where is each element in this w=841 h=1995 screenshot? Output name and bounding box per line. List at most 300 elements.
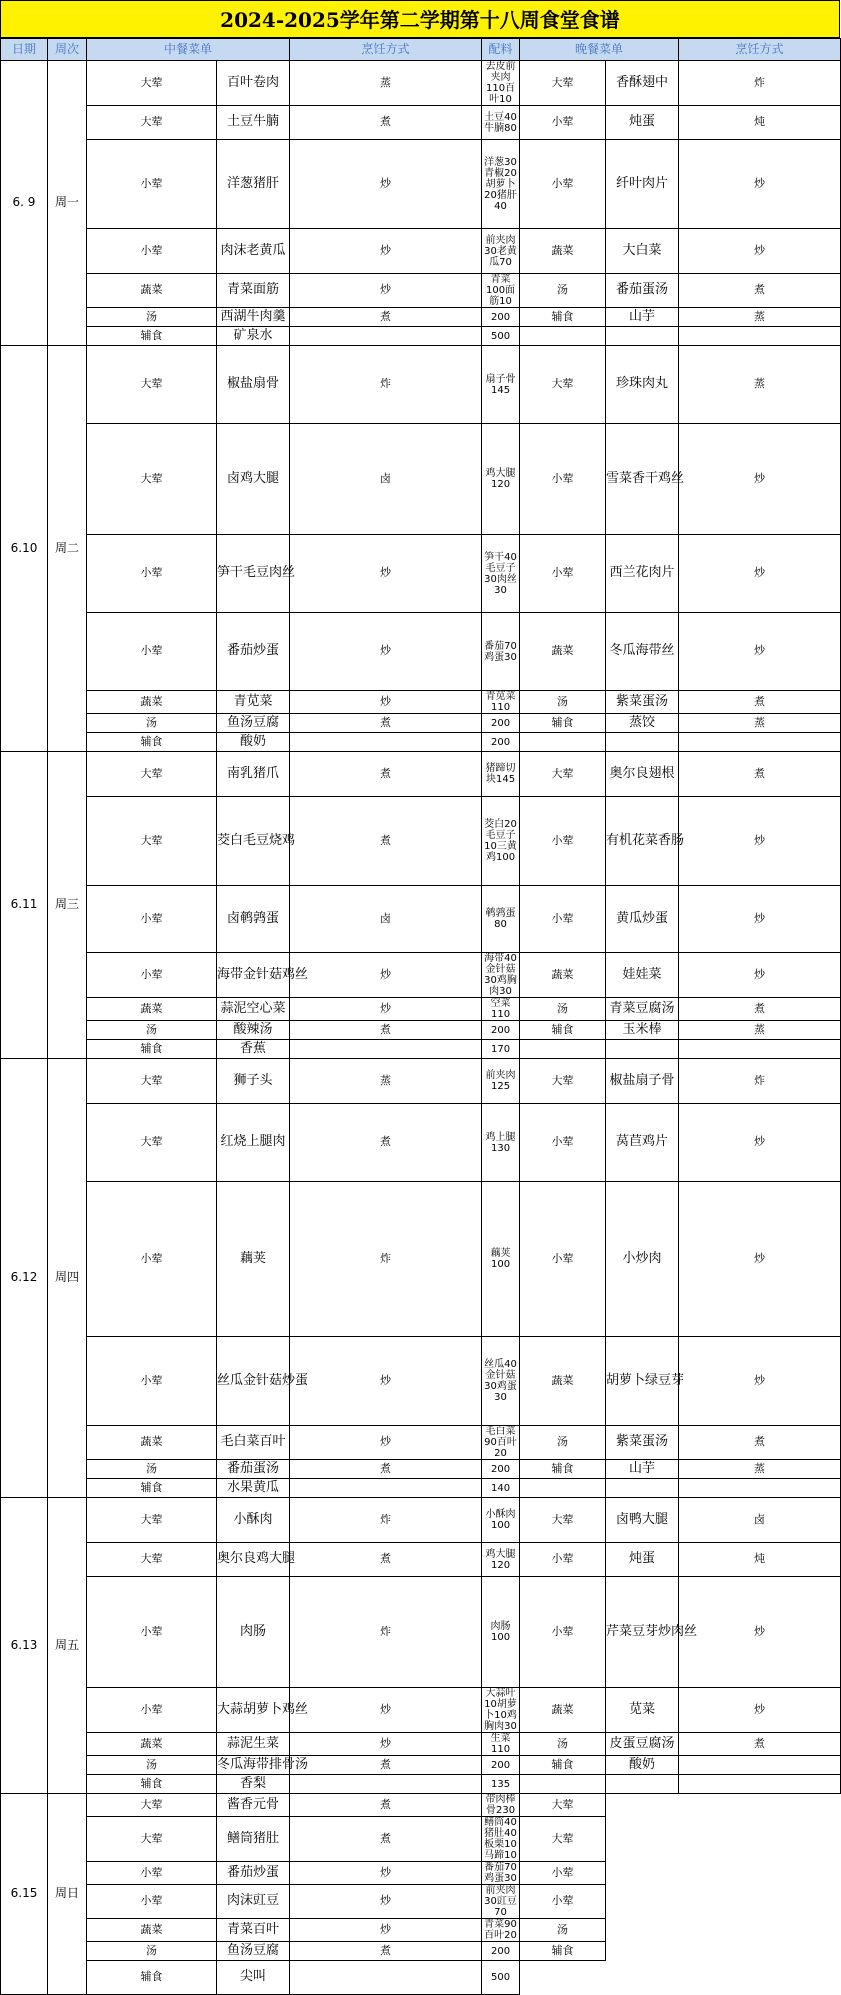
dinner-method: 煮 (679, 752, 841, 797)
menu-table (0, 38, 841, 1995)
lunch-method: 炒 (290, 998, 482, 1021)
dinner-dish: 番茄蛋汤 (606, 274, 679, 308)
dinner-method: 炒 (679, 797, 841, 886)
lunch-dish: 鳝筒猪肚 (217, 1817, 290, 1862)
dinner-dish: 卤鸭大腿 (606, 1498, 679, 1543)
dinner-dish: 紫菜蛋汤 (606, 691, 679, 714)
dinner-dish: 冬瓜海带丝 (606, 613, 679, 691)
dinner-dish: 酸奶 (606, 1756, 679, 1775)
lunch-method: 炸 (290, 1498, 482, 1543)
lunch-dish: 酸辣汤 (217, 1021, 290, 1040)
lunch-category: 蔬菜 (87, 998, 217, 1021)
lunch-dish: 西湖牛肉羹 (217, 308, 290, 327)
lunch-category: 蔬菜 (87, 1733, 217, 1756)
dinner-method: 蒸 (679, 1021, 841, 1040)
lunch-dish: 蒜泥生菜 (217, 1733, 290, 1756)
lunch-ingredients: 带肉棒骨230 (482, 1794, 520, 1817)
lunch-category: 辅食 (87, 733, 217, 752)
menu-row (1, 797, 841, 886)
dinner-dish: 奥尔良翅根 (606, 752, 679, 797)
lunch-dish: 椒盐扇骨 (217, 346, 290, 424)
lunch-category: 小荤 (87, 1862, 217, 1885)
dinner-method: 卤 (679, 1498, 841, 1543)
lunch-category: 小荤 (87, 1337, 217, 1426)
dinner-dish: 椒盐扇子骨 (606, 1059, 679, 1104)
lunch-ingredients: 海带40金针菇30鸡胸肉30 (482, 953, 520, 998)
dinner-category: 辅食 (520, 1756, 606, 1775)
lunch-ingredients: 去皮前夹肉110百叶10 (482, 61, 520, 106)
dinner-category (520, 1775, 606, 1794)
lunch-method (290, 1040, 482, 1059)
week-cell: 周三 (48, 752, 87, 1059)
lunch-method: 炒 (290, 1337, 482, 1426)
dinner-category: 汤 (520, 1426, 606, 1460)
dinner-category: 大荤 (520, 1059, 606, 1104)
dinner-method: 煮 (679, 691, 841, 714)
dinner-method: 蒸 (679, 346, 841, 424)
dinner-category (520, 733, 606, 752)
lunch-method: 炒 (290, 1862, 482, 1885)
blank-cell (606, 1942, 841, 1961)
lunch-method: 煮 (290, 1756, 482, 1775)
dinner-category (520, 327, 606, 346)
lunch-dish: 海带金针菇鸡丝 (217, 953, 290, 998)
blank-cell (606, 1794, 841, 1817)
lunch-ingredients: 鸡大腿120 (482, 424, 520, 535)
lunch-method (290, 1961, 482, 1995)
lunch-category: 辅食 (87, 1479, 217, 1498)
lunch-ingredients: 洋葱30青椒20胡萝卜20猪肝40 (482, 140, 520, 229)
lunch-dish: 笋干毛豆肉丝 (217, 535, 290, 613)
menu-row (1, 1182, 841, 1337)
dinner-category: 小荤 (520, 106, 606, 140)
dinner-category: 小荤 (520, 886, 606, 953)
lunch-method: 煮 (290, 752, 482, 797)
lunch-method: 煮 (290, 1942, 482, 1961)
dinner-method: 炒 (679, 953, 841, 998)
week-cell: 周二 (48, 346, 87, 752)
lunch-dish: 狮子头 (217, 1059, 290, 1104)
menu-row (1, 274, 841, 308)
dinner-category: 大荤 (520, 1794, 606, 1817)
week-cell: 周五 (48, 1498, 87, 1794)
dinner-method: 煮 (679, 274, 841, 308)
menu-row (1, 106, 841, 140)
lunch-method: 卤 (290, 886, 482, 953)
lunch-category: 辅食 (87, 1040, 217, 1059)
lunch-category: 小荤 (87, 1885, 217, 1919)
lunch-method: 煮 (290, 1817, 482, 1862)
dinner-category: 辅食 (520, 1942, 606, 1961)
lunch-dish: 丝瓜金针菇炒蛋 (217, 1337, 290, 1426)
lunch-category: 大荤 (87, 797, 217, 886)
lunch-ingredients: 毛白菜90百叶20 (482, 1426, 520, 1460)
menu-row (1, 1961, 841, 1995)
dinner-method: 炒 (679, 1337, 841, 1426)
lunch-method: 煮 (290, 1794, 482, 1817)
menu-row (1, 535, 841, 613)
dinner-category: 辅食 (520, 714, 606, 733)
lunch-dish: 小酥肉 (217, 1498, 290, 1543)
dinner-method: 炒 (679, 1688, 841, 1733)
lunch-ingredients: 猪蹄切块145 (482, 752, 520, 797)
dinner-category: 汤 (520, 998, 606, 1021)
lunch-dish: 红烧上腿肉 (217, 1104, 290, 1182)
lunch-ingredients: 200 (482, 1021, 520, 1040)
lunch-ingredients: 丝瓜40金针菇30鸡蛋30 (482, 1337, 520, 1426)
dinner-dish: 莴苣鸡片 (606, 1104, 679, 1182)
lunch-category: 小荤 (87, 1577, 217, 1688)
lunch-dish: 鱼汤豆腐 (217, 714, 290, 733)
menu-row (1, 1104, 841, 1182)
blank-cell (606, 1862, 841, 1885)
lunch-method: 煮 (290, 1543, 482, 1577)
menu-row (1, 1543, 841, 1577)
lunch-ingredients: 200 (482, 733, 520, 752)
lunch-dish: 酱香元骨 (217, 1794, 290, 1817)
header-lunch-ingredients: 配料 (482, 39, 520, 61)
lunch-category: 汤 (87, 1021, 217, 1040)
lunch-ingredients: 鸡大腿120 (482, 1543, 520, 1577)
lunch-category: 大荤 (87, 106, 217, 140)
lunch-method: 炒 (290, 1733, 482, 1756)
lunch-dish: 鱼汤豆腐 (217, 1942, 290, 1961)
menu-row (1, 953, 841, 998)
lunch-method (290, 1775, 482, 1794)
lunch-dish: 卤鹌鹑蛋 (217, 886, 290, 953)
lunch-method: 炒 (290, 274, 482, 308)
lunch-category: 汤 (87, 1756, 217, 1775)
lunch-dish: 冬瓜海带排骨汤 (217, 1756, 290, 1775)
lunch-method: 炒 (290, 953, 482, 998)
lunch-category: 大荤 (87, 1817, 217, 1862)
date-cell: 6.10 (1, 346, 48, 752)
menu-row (1, 346, 841, 424)
lunch-method: 卤 (290, 424, 482, 535)
dinner-method (679, 1040, 841, 1059)
dinner-category (520, 1479, 606, 1498)
lunch-category: 辅食 (87, 1961, 217, 1995)
lunch-dish: 青菜面筋 (217, 274, 290, 308)
lunch-method: 煮 (290, 1104, 482, 1182)
lunch-dish: 肉沫老黄瓜 (217, 229, 290, 274)
dinner-dish: 有机花菜香肠 (606, 797, 679, 886)
dinner-method (679, 1479, 841, 1498)
dinner-dish: 炖蛋 (606, 1543, 679, 1577)
menu-row (1, 1919, 841, 1942)
dinner-category: 小荤 (520, 140, 606, 229)
lunch-method (290, 733, 482, 752)
lunch-category: 大荤 (87, 346, 217, 424)
menu-row (1, 1498, 841, 1543)
dinner-method (679, 1756, 841, 1775)
menu-row (1, 1942, 841, 1961)
dinner-dish: 炖蛋 (606, 106, 679, 140)
menu-row (1, 714, 841, 733)
lunch-ingredients: 200 (482, 1942, 520, 1961)
menu-row (1, 140, 841, 229)
lunch-ingredients: 170 (482, 1040, 520, 1059)
dinner-dish: 蒸饺 (606, 714, 679, 733)
lunch-category: 大荤 (87, 1794, 217, 1817)
header-row (1, 39, 841, 61)
dinner-category: 大荤 (520, 1498, 606, 1543)
dinner-method: 炒 (679, 140, 841, 229)
lunch-ingredients: 200 (482, 1460, 520, 1479)
dinner-category (520, 1961, 606, 1995)
lunch-category: 汤 (87, 1942, 217, 1961)
dinner-category: 小荤 (520, 1182, 606, 1337)
menu-row (1, 1460, 841, 1479)
lunch-dish: 酸奶 (217, 733, 290, 752)
date-cell: 6.12 (1, 1059, 48, 1498)
dinner-method: 蒸 (679, 308, 841, 327)
dinner-dish: 黄瓜炒蛋 (606, 886, 679, 953)
lunch-dish: 蒜泥空心菜 (217, 998, 290, 1021)
lunch-ingredients: 鹌鹑蛋80 (482, 886, 520, 953)
dinner-category: 蔬菜 (520, 1688, 606, 1733)
dinner-category: 辅食 (520, 1460, 606, 1479)
lunch-ingredients: 笋干40毛豆子30肉丝30 (482, 535, 520, 613)
dinner-method: 煮 (679, 1426, 841, 1460)
lunch-dish: 番茄蛋汤 (217, 1460, 290, 1479)
dinner-method: 炖 (679, 1543, 841, 1577)
lunch-ingredients: 500 (482, 327, 520, 346)
lunch-dish: 土豆牛腩 (217, 106, 290, 140)
lunch-dish: 大蒜胡萝卜鸡丝 (217, 1688, 290, 1733)
lunch-method: 炒 (290, 140, 482, 229)
lunch-ingredients: 140 (482, 1479, 520, 1498)
lunch-method: 炒 (290, 229, 482, 274)
lunch-category: 小荤 (87, 140, 217, 229)
lunch-ingredients: 肉肠100 (482, 1577, 520, 1688)
lunch-ingredients: 青苋菜110 (482, 691, 520, 714)
header-dinner-method: 烹饪方式 (679, 39, 841, 61)
header-date: 日期 (1, 39, 48, 61)
dinner-category: 蔬菜 (520, 229, 606, 274)
lunch-dish: 香梨 (217, 1775, 290, 1794)
lunch-ingredients: 前夹肉30老黄瓜70 (482, 229, 520, 274)
dinner-dish: 皮蛋豆腐汤 (606, 1733, 679, 1756)
lunch-dish: 尖叫 (217, 1961, 290, 1995)
lunch-dish: 番茄炒蛋 (217, 1862, 290, 1885)
lunch-method (290, 327, 482, 346)
dinner-method: 炒 (679, 613, 841, 691)
lunch-method: 煮 (290, 797, 482, 886)
dinner-dish (606, 327, 679, 346)
menu-row (1, 1021, 841, 1040)
lunch-category: 大荤 (87, 752, 217, 797)
dinner-category: 汤 (520, 1919, 606, 1942)
dinner-method: 炖 (679, 106, 841, 140)
lunch-dish: 水果黄瓜 (217, 1479, 290, 1498)
lunch-method: 炸 (290, 1182, 482, 1337)
menu-row (1, 1688, 841, 1733)
dinner-category: 辅食 (520, 308, 606, 327)
lunch-category: 汤 (87, 308, 217, 327)
lunch-method: 蒸 (290, 61, 482, 106)
lunch-method: 炒 (290, 1885, 482, 1919)
menu-row (1, 1577, 841, 1688)
lunch-ingredients: 200 (482, 714, 520, 733)
menu-row (1, 1794, 841, 1817)
lunch-ingredients: 前夹肉30豇豆70 (482, 1885, 520, 1919)
menu-row (1, 886, 841, 953)
dinner-category: 蔬菜 (520, 1337, 606, 1426)
menu-row (1, 424, 841, 535)
lunch-dish: 奥尔良鸡大腿 (217, 1543, 290, 1577)
lunch-method: 炒 (290, 1919, 482, 1942)
lunch-category: 大荤 (87, 1104, 217, 1182)
dinner-method: 炒 (679, 1577, 841, 1688)
menu-row (1, 229, 841, 274)
menu-row (1, 327, 841, 346)
dinner-method: 蒸 (679, 714, 841, 733)
lunch-method: 蒸 (290, 1059, 482, 1104)
dinner-category: 小荤 (520, 1577, 606, 1688)
lunch-dish: 藕荚 (217, 1182, 290, 1337)
lunch-ingredients: 500 (482, 1961, 520, 1995)
lunch-category: 小荤 (87, 535, 217, 613)
dinner-dish: 雪菜香干鸡丝 (606, 424, 679, 535)
lunch-category: 蔬菜 (87, 1919, 217, 1942)
dinner-category: 小荤 (520, 1543, 606, 1577)
date-cell: 6.11 (1, 752, 48, 1059)
lunch-ingredients: 空菜110 (482, 998, 520, 1021)
lunch-category: 辅食 (87, 327, 217, 346)
dinner-method: 蒸 (679, 1460, 841, 1479)
menu-row (1, 1817, 841, 1862)
lunch-method (290, 1479, 482, 1498)
dinner-category: 汤 (520, 1733, 606, 1756)
dinner-category: 辅食 (520, 1021, 606, 1040)
lunch-dish: 香蕉 (217, 1040, 290, 1059)
lunch-category: 小荤 (87, 1688, 217, 1733)
dinner-dish: 纤叶肉片 (606, 140, 679, 229)
dinner-dish (606, 1775, 679, 1794)
dinner-method: 炸 (679, 1059, 841, 1104)
dinner-method: 炒 (679, 1104, 841, 1182)
lunch-category: 蔬菜 (87, 691, 217, 714)
date-cell: 6. 9 (1, 61, 48, 346)
lunch-dish: 卤鸡大腿 (217, 424, 290, 535)
dinner-method (679, 733, 841, 752)
dinner-category: 蔬菜 (520, 953, 606, 998)
lunch-ingredients: 200 (482, 1756, 520, 1775)
menu-row (1, 1885, 841, 1919)
lunch-category: 大荤 (87, 1498, 217, 1543)
header-lunch-menu: 中餐菜单 (87, 39, 290, 61)
dinner-category: 汤 (520, 274, 606, 308)
lunch-ingredients: 青菜100面筋10 (482, 274, 520, 308)
header-lunch-method: 烹饪方式 (290, 39, 482, 61)
lunch-ingredients: 大蒜叶10胡萝卜10鸡胸肉30 (482, 1688, 520, 1733)
dinner-category: 汤 (520, 691, 606, 714)
lunch-ingredients: 番茄70鸡蛋30 (482, 613, 520, 691)
dinner-dish (606, 733, 679, 752)
dinner-dish: 大白菜 (606, 229, 679, 274)
dinner-dish: 山芋 (606, 308, 679, 327)
dinner-method (679, 1775, 841, 1794)
dinner-dish: 香酥翅中 (606, 61, 679, 106)
menu-row (1, 691, 841, 714)
lunch-category: 小荤 (87, 229, 217, 274)
dinner-method: 煮 (679, 998, 841, 1021)
lunch-dish: 南乳猪爪 (217, 752, 290, 797)
lunch-ingredients: 鸡上腿130 (482, 1104, 520, 1182)
menu-row (1, 733, 841, 752)
lunch-method: 炒 (290, 1688, 482, 1733)
dinner-method (679, 327, 841, 346)
lunch-category: 大荤 (87, 1543, 217, 1577)
lunch-dish: 矿泉水 (217, 327, 290, 346)
dinner-category: 大荤 (520, 346, 606, 424)
dinner-dish: 紫菜蛋汤 (606, 1426, 679, 1460)
menu-row (1, 308, 841, 327)
menu-row (1, 1040, 841, 1059)
blank-cell (606, 1817, 841, 1862)
dinner-category: 小荤 (520, 1862, 606, 1885)
dinner-category: 小荤 (520, 1885, 606, 1919)
dinner-dish: 玉米棒 (606, 1021, 679, 1040)
lunch-category: 辅食 (87, 1775, 217, 1794)
dinner-dish: 珍珠肉丸 (606, 346, 679, 424)
menu-row (1, 752, 841, 797)
lunch-ingredients: 前夹肉125 (482, 1059, 520, 1104)
lunch-ingredients: 茭白20毛豆子10三黄鸡100 (482, 797, 520, 886)
dinner-dish: 芹菜豆芽炒肉丝 (606, 1577, 679, 1688)
lunch-dish: 洋葱猪肝 (217, 140, 290, 229)
lunch-dish: 青苋菜 (217, 691, 290, 714)
dinner-dish: 小炒肉 (606, 1182, 679, 1337)
lunch-dish: 毛白菜百叶 (217, 1426, 290, 1460)
dinner-category: 小荤 (520, 424, 606, 535)
lunch-dish: 青菜百叶 (217, 1919, 290, 1942)
dinner-method: 炸 (679, 61, 841, 106)
dinner-method: 炒 (679, 1182, 841, 1337)
blank-cell (606, 1961, 841, 1995)
menu-row (1, 1337, 841, 1426)
menu-row (1, 1059, 841, 1104)
lunch-method: 煮 (290, 1460, 482, 1479)
dinner-category: 大荤 (520, 1817, 606, 1862)
menu-row (1, 1426, 841, 1460)
lunch-ingredients: 135 (482, 1775, 520, 1794)
lunch-category: 蔬菜 (87, 274, 217, 308)
menu-row (1, 1775, 841, 1794)
lunch-method: 炒 (290, 613, 482, 691)
lunch-method: 炒 (290, 1426, 482, 1460)
date-cell: 6.15 (1, 1794, 48, 1995)
dinner-category: 大荤 (520, 61, 606, 106)
menu-row (1, 1756, 841, 1775)
lunch-ingredients: 鳝筒40猪肚40板栗10马蹄10 (482, 1817, 520, 1862)
menu-row (1, 61, 841, 106)
date-cell: 6.13 (1, 1498, 48, 1794)
dinner-category: 大荤 (520, 752, 606, 797)
dinner-method: 炒 (679, 535, 841, 613)
dinner-category: 小荤 (520, 535, 606, 613)
dinner-category: 小荤 (520, 1104, 606, 1182)
dinner-dish: 娃娃菜 (606, 953, 679, 998)
lunch-ingredients: 扇子骨145 (482, 346, 520, 424)
lunch-category: 小荤 (87, 613, 217, 691)
dinner-dish: 胡萝卜绿豆芽 (606, 1337, 679, 1426)
lunch-ingredients: 番茄70鸡蛋30 (482, 1862, 520, 1885)
lunch-dish: 肉肠 (217, 1577, 290, 1688)
lunch-method: 炒 (290, 691, 482, 714)
lunch-method: 炒 (290, 535, 482, 613)
